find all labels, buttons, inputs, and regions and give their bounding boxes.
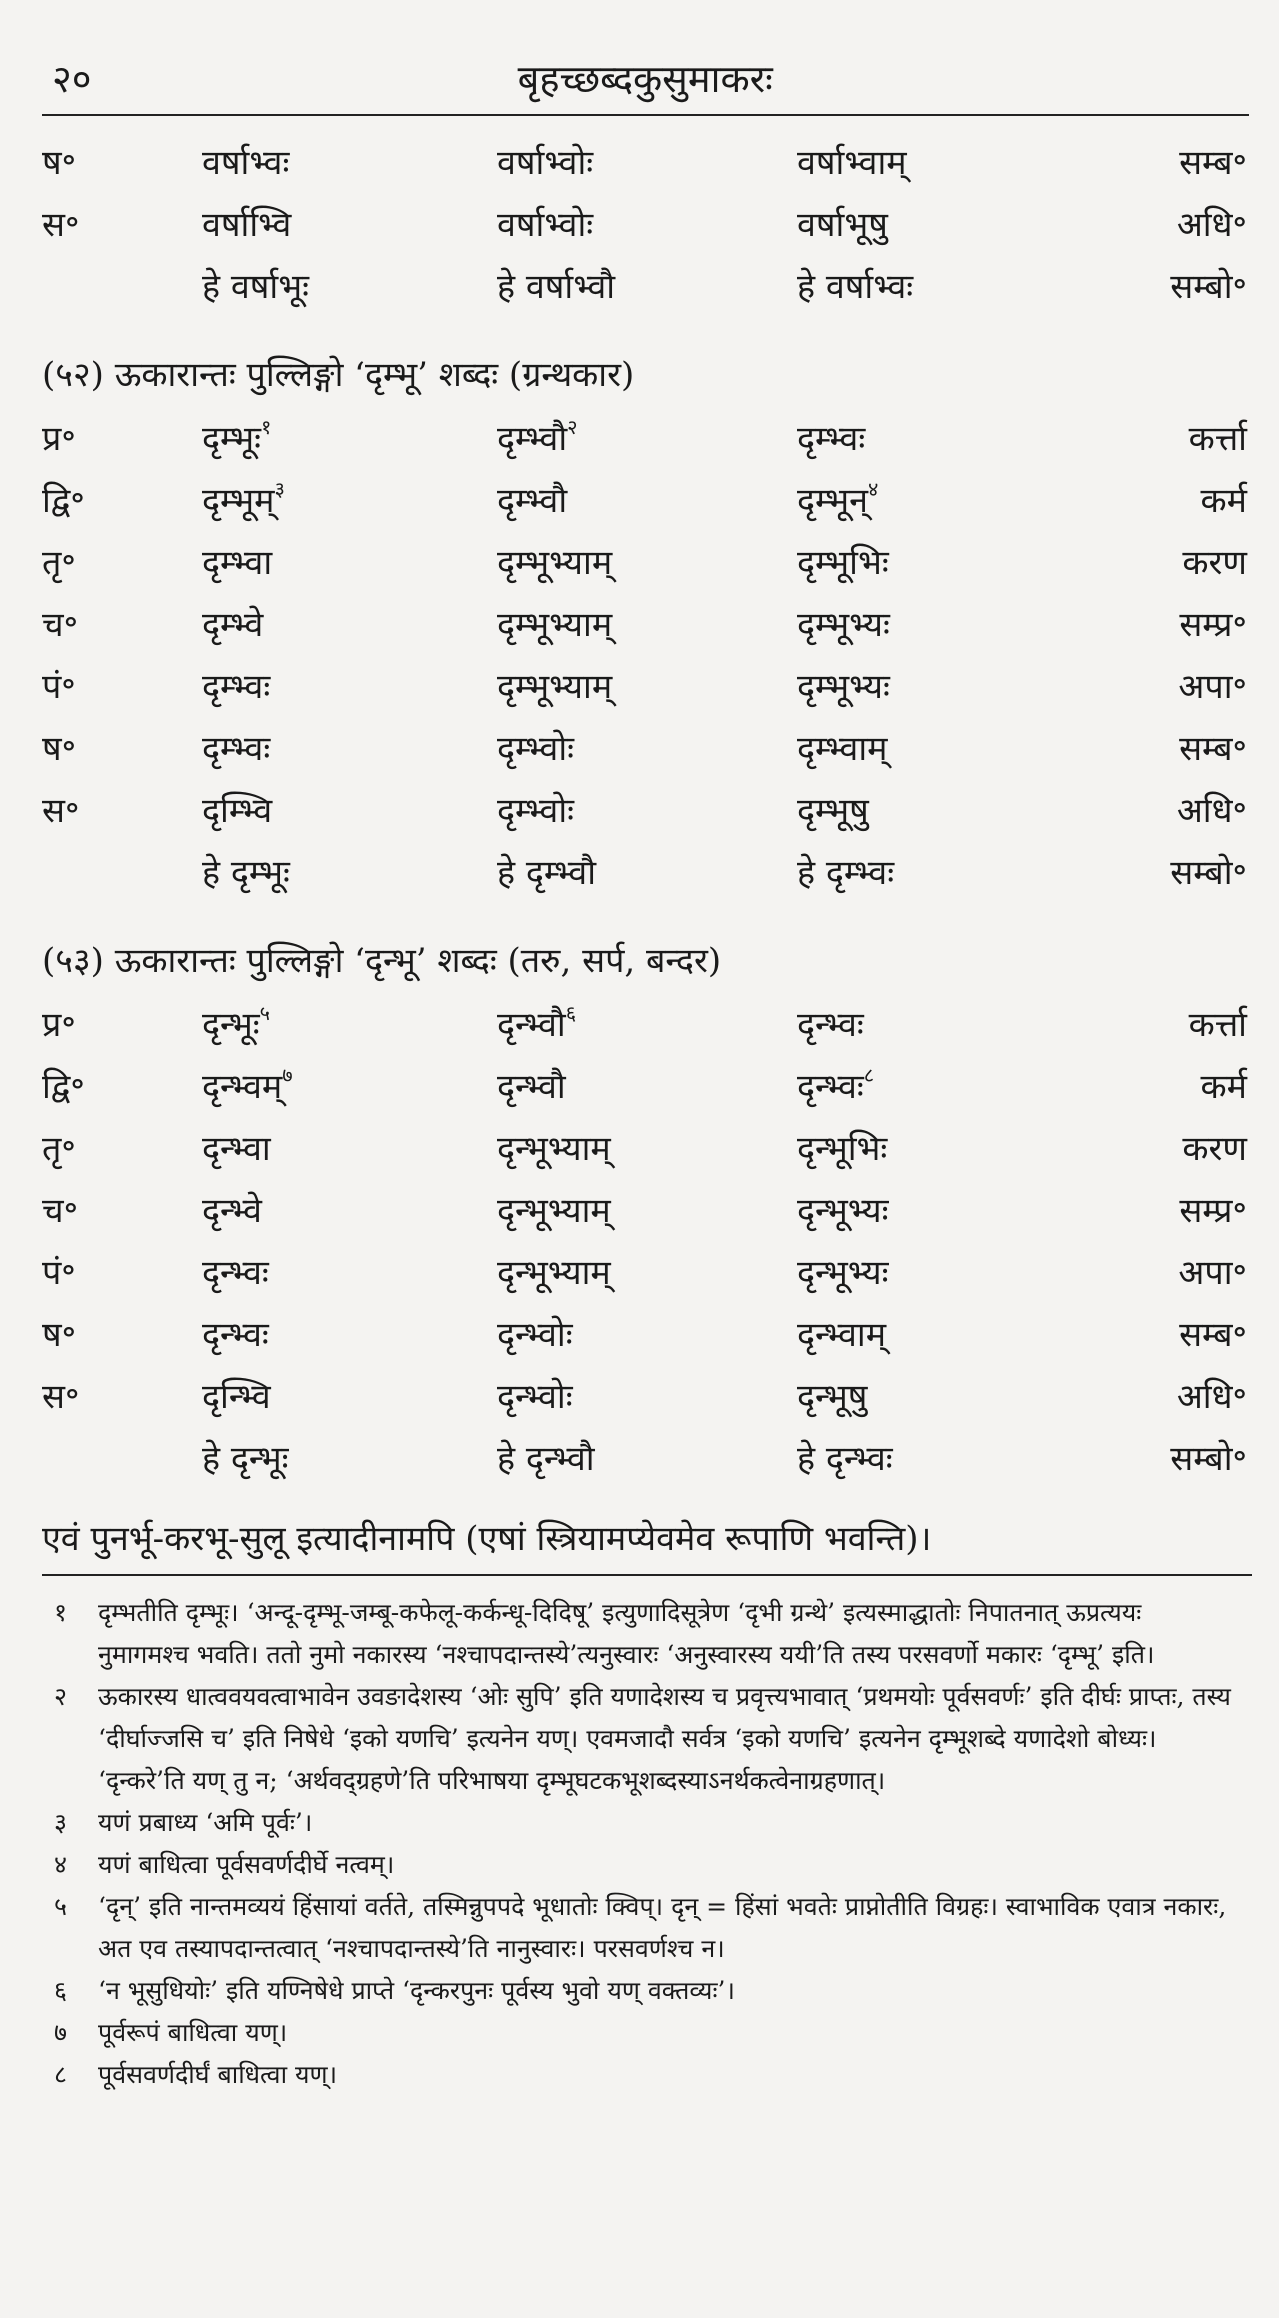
cell-text: दृन्भूषु	[797, 1377, 868, 1417]
footnote-item	[42, 1886, 1249, 1970]
cell-text: तृ॰	[42, 1129, 76, 1169]
page-number: २०	[52, 57, 92, 101]
footnote-text: ऊकारस्य धात्ववयवत्वाभावेन उवङादेशस्य ‘ओः सुपि’ इति यणादेशस्य च प्रवृत्त्यभावात् ‘प्रथमयोः पूर्वसवर्णः’ इति दीर्घः प्राप्तः, तस्य ‘दीर्घाज्जसि च’ इति निषेधे ‘इको यणचि’ इत्यनेन यण्। एवमजादौ सर्वत्र ‘इको यणचि’ इत्यनेन दृम्भूशब्दे यणादेशो बोध्यः। ‘दृन्करे’ति यण् तु न; ‘अर्थवद्ग्रहणे’ति परिभाषया दृम्भूघटकभूशब्दस्याऽनर्थकत्वेनाग्रहणात्।	[98, 1682, 1231, 1795]
table-row	[42, 1248, 1249, 1310]
cell-text: दृम्भूभ्याम्	[497, 605, 613, 645]
footnote-number: ५	[54, 1892, 68, 1921]
cell-text: दृन्भ्वा	[202, 1129, 271, 1169]
cell-text: दृन्भूभ्याम्	[497, 1191, 611, 1231]
cell-text: दृन्भूभ्याम्	[497, 1253, 611, 1293]
footnote-number: ८	[54, 2060, 68, 2089]
cell-text: अधि॰	[1176, 1377, 1247, 1417]
table-row	[42, 662, 1249, 724]
case-label	[42, 538, 202, 584]
form-cell	[797, 724, 1127, 770]
cell-text: सम्प्र॰	[1179, 605, 1247, 645]
footnote-rule	[42, 1574, 1252, 1576]
form-cell	[202, 1124, 497, 1170]
cell-text: स॰	[42, 1377, 80, 1417]
cell-text: दृन्भूभ्याम्	[497, 1129, 611, 1169]
cell-text: वर्षाभूषु	[797, 205, 888, 245]
form-cell	[202, 600, 497, 646]
footnote-text: पूर्वसवर्णदीर्घं बाधित्वा यण्।	[98, 2060, 338, 2089]
footnote-text: यणं बाधित्वा पूर्वसवर्णदीर्घे नत्वम्।	[98, 1850, 395, 1879]
cell-text: सम्ब॰	[1179, 1315, 1247, 1355]
form-cell	[202, 1000, 497, 1046]
cell-text: प्र॰	[42, 419, 76, 459]
case-role	[1127, 1124, 1247, 1170]
form-cell	[202, 262, 497, 308]
form-cell	[497, 138, 797, 184]
case-role	[1127, 600, 1247, 646]
cell-text: दृम्भूभ्यः	[797, 605, 890, 645]
cell-text: दृन्भ्वे	[202, 1191, 262, 1231]
cell-text: वर्षाभ्वि	[202, 205, 292, 245]
cell-text: दृन्भ्वि	[202, 1377, 271, 1417]
cell-text: दृम्भूभिः	[797, 543, 889, 583]
footnote-mark: २	[567, 415, 578, 439]
case-role	[1127, 786, 1247, 832]
cell-text: ष॰	[42, 143, 77, 183]
footnote-number: ७	[54, 2018, 68, 2047]
footnote-mark: ३	[274, 477, 285, 501]
cell-text: दृन्भ्वोः	[497, 1315, 573, 1355]
table-row	[42, 848, 1249, 910]
cell-text: दृन्भ्वाम्	[797, 1315, 887, 1355]
footnotes	[42, 1592, 1249, 2096]
footnote-item	[42, 1802, 1249, 1844]
cell-text: हे दृम्भ्वः	[797, 853, 895, 893]
cell-text: वर्षाभ्वः	[202, 143, 290, 183]
book-title: बृहच्छब्दकुसुमाकरः	[517, 57, 773, 101]
case-role	[1127, 1434, 1247, 1480]
section-heading-52: (५२) ऊकारान्तः पुल्लिङ्गो ‘दृम्भू’ शब्दः (ग्रन्थकार)	[42, 355, 635, 395]
cell-text: सम्प्र॰	[1179, 1191, 1247, 1231]
cell-text: अधि॰	[1176, 791, 1247, 831]
cell-text: दृम्भूभ्याम्	[497, 543, 613, 583]
footnote-text: यणं प्रबाध्य ‘अमि पूर्वः’।	[98, 1808, 313, 1837]
case-role	[1127, 200, 1247, 246]
form-cell	[497, 1062, 797, 1108]
case-role	[1127, 848, 1247, 894]
form-cell	[797, 476, 1127, 522]
cell-text: दृम्भ्वौ	[497, 481, 568, 521]
form-cell	[797, 1000, 1127, 1046]
cell-text: दृम्भ्वे	[202, 605, 264, 645]
form-cell	[797, 662, 1127, 708]
cell-text: कर्म	[1200, 1067, 1247, 1107]
table-row	[42, 1372, 1249, 1434]
footnote-text: दृम्भतीति दृम्भूः। ‘अन्दू-दृम्भू-जम्बू-कफेलू-कर्कन्धू-दिदिषू’ इत्युणादिसूत्रेण ‘दृभी ग्रन्थे’ इत्यस्माद्धातोः निपातनात् ऊप्रत्ययः नुमागमश्च भवति। ततो नुमो नकारस्य ‘नश्चापदान्तस्ये’त्यनुस्वारः ‘अनुस्वारस्य ययी’ति तस्य परसवर्णो मकारः ‘दृम्भू’ इति।	[98, 1598, 1155, 1669]
cell-text: करण	[1182, 1129, 1247, 1169]
footnote-text: ‘दृन्’ इति नान्तमव्ययं हिंसायां वर्तते, तस्मिन्नुपपदे भूधातोः क्विप्। दृन् = हिंसां भवतेः प्राप्नोतीति विग्रहः। स्वाभाविक एवात्र नकारः, अत एव तस्यापदान्तत्वात् ‘नश्चापदान्तस्ये’ति नानुस्वारः। परसवर्णश्च न।	[98, 1892, 1227, 1963]
cell-text: करण	[1182, 543, 1247, 583]
table-row	[42, 786, 1249, 848]
form-cell	[797, 262, 1127, 308]
cell-text: दृन्भ्वः	[797, 1005, 864, 1045]
form-cell	[202, 538, 497, 584]
footnote-mark: ८	[863, 1063, 875, 1087]
cell-text: दृम्भूषु	[797, 791, 869, 831]
case-label	[42, 662, 202, 708]
form-cell	[202, 1372, 497, 1418]
cell-text: वर्षाभ्वोः	[497, 143, 594, 183]
cell-text: सम्ब॰	[1179, 729, 1247, 769]
cell-text: ष॰	[42, 1315, 77, 1355]
table-row	[42, 1124, 1249, 1186]
form-cell	[497, 1248, 797, 1294]
cell-text: हे वर्षाभ्वौ	[497, 267, 616, 307]
case-role	[1127, 1372, 1247, 1418]
cell-text: दृन्भ्वौ	[497, 1005, 566, 1045]
cell-text: हे दृन्भूः	[202, 1439, 289, 1479]
case-label	[42, 724, 202, 770]
cell-text: दृम्भ्वः	[202, 729, 271, 769]
form-cell	[797, 848, 1127, 894]
form-cell	[797, 1186, 1127, 1232]
cell-text: दृन्भूभिः	[797, 1129, 888, 1169]
cell-text: अधि॰	[1176, 205, 1247, 245]
form-cell	[497, 786, 797, 832]
footnote-number: १	[54, 1598, 68, 1627]
cell-text: दृम्भ्वि	[202, 791, 273, 831]
cell-text: तृ॰	[42, 543, 76, 583]
table-row	[42, 1434, 1249, 1496]
case-label	[42, 1124, 202, 1170]
cell-text: पं॰	[42, 667, 76, 707]
form-cell	[497, 1434, 797, 1480]
cell-text: दृम्भूः	[202, 419, 262, 459]
form-cell	[202, 138, 497, 184]
form-cell	[202, 724, 497, 770]
footnote-item	[42, 2012, 1249, 2054]
footnote-number: ६	[54, 1976, 68, 2005]
case-label	[42, 1186, 202, 1232]
footnote-number: ४	[54, 1850, 68, 1879]
header-rule	[42, 114, 1249, 116]
case-label	[42, 1062, 202, 1108]
form-cell	[797, 1062, 1127, 1108]
form-cell	[202, 414, 497, 460]
table-row	[42, 1186, 1249, 1248]
cell-text: दृम्भ्वाम्	[797, 729, 888, 769]
cell-text: हे दृम्भ्वौ	[497, 853, 597, 893]
footnote-mark: ७	[282, 1063, 293, 1087]
cell-text: ष॰	[42, 729, 77, 769]
form-cell	[497, 1186, 797, 1232]
cell-text: स॰	[42, 205, 80, 245]
cell-text: दृन्भ्वः	[202, 1315, 269, 1355]
cell-text: दृम्भूभ्यः	[797, 667, 890, 707]
footnote-item	[42, 1592, 1249, 1676]
table-row	[42, 262, 1249, 324]
table-row	[42, 476, 1249, 538]
case-role	[1127, 476, 1247, 522]
case-role	[1127, 138, 1247, 184]
cell-text: दृन्भ्वः	[202, 1253, 269, 1293]
cell-text: स॰	[42, 791, 80, 831]
form-cell	[797, 1248, 1127, 1294]
footnote-mark: ४	[868, 477, 879, 501]
case-label	[42, 1310, 202, 1356]
case-role	[1127, 1000, 1247, 1046]
cell-text: अपा॰	[1178, 667, 1247, 707]
declension-table-52	[42, 414, 1249, 910]
cell-text: प्र॰	[42, 1005, 76, 1045]
footnote-item	[42, 2054, 1249, 2096]
cell-text: दृन्भ्वः	[797, 1067, 864, 1107]
form-cell	[202, 786, 497, 832]
case-label	[42, 476, 202, 522]
cell-text: दृम्भ्वौ	[497, 419, 568, 459]
table-row	[42, 138, 1249, 200]
table-row	[42, 538, 1249, 600]
form-cell	[497, 848, 797, 894]
cell-text: द्वि॰	[42, 1067, 85, 1107]
cell-text: दृम्भ्वः	[202, 667, 271, 707]
form-cell	[497, 1372, 797, 1418]
table-row	[42, 600, 1249, 662]
form-cell	[202, 848, 497, 894]
table-row	[42, 1000, 1249, 1062]
form-cell	[797, 786, 1127, 832]
cell-text: हे दृन्भ्वः	[797, 1439, 893, 1479]
cell-text: दृम्भ्वा	[202, 543, 273, 583]
case-label	[42, 600, 202, 646]
cell-text: दृम्भूभ्याम्	[497, 667, 613, 707]
footnote-item	[42, 1970, 1249, 2012]
cell-text: दृम्भ्वोः	[497, 729, 575, 769]
table-row	[42, 724, 1249, 786]
summary-note: एवं पुनर्भू-करभू-सुलू इत्यादीनामपि (एषां स्त्रियामप्येवमेव रूपाणि भवन्ति)।	[42, 1519, 932, 1559]
cell-text: दृन्भूभ्यः	[797, 1253, 889, 1293]
cell-text: कर्त्ता	[1188, 1005, 1247, 1045]
form-cell	[797, 600, 1127, 646]
form-cell	[497, 600, 797, 646]
cell-text: पं॰	[42, 1253, 76, 1293]
case-label	[42, 786, 202, 832]
form-cell	[497, 262, 797, 308]
case-label	[42, 1000, 202, 1046]
footnote-item	[42, 1676, 1249, 1802]
cell-text: हे वर्षाभूः	[202, 267, 309, 307]
form-cell	[202, 1434, 497, 1480]
cell-text: सम्बो॰	[1170, 853, 1247, 893]
cell-text: दृन्भूभ्यः	[797, 1191, 889, 1231]
case-label	[42, 1248, 202, 1294]
footnote-mark: १	[261, 415, 272, 439]
table-row	[42, 200, 1249, 262]
form-cell	[797, 200, 1127, 246]
form-cell	[497, 538, 797, 584]
form-cell	[497, 200, 797, 246]
cell-text: सम्बो॰	[1170, 267, 1247, 307]
form-cell	[497, 1310, 797, 1356]
case-role	[1127, 414, 1247, 460]
form-cell	[202, 200, 497, 246]
footnote-mark: ६	[565, 1001, 577, 1025]
footnote-number: २	[54, 1682, 68, 1711]
cell-text: द्वि॰	[42, 481, 85, 521]
cell-text: कर्त्ता	[1188, 419, 1247, 459]
section-heading-53: (५३) ऊकारान्तः पुल्लिङ्गो ‘दृन्भू’ शब्दः (तरु, सर्प, बन्दर)	[42, 941, 722, 981]
form-cell	[797, 1124, 1127, 1170]
cell-text: च॰	[42, 605, 79, 645]
form-cell	[202, 662, 497, 708]
case-label	[42, 138, 202, 184]
case-role	[1127, 538, 1247, 584]
case-role	[1127, 724, 1247, 770]
cell-text: दृम्भ्वोः	[497, 791, 575, 831]
form-cell	[497, 414, 797, 460]
cell-text: कर्म	[1200, 481, 1247, 521]
case-role	[1127, 1310, 1247, 1356]
form-cell	[797, 538, 1127, 584]
form-cell	[497, 724, 797, 770]
cell-text: दृम्भूम्	[202, 481, 275, 521]
form-cell	[497, 1000, 797, 1046]
cell-text: दृन्भूः	[202, 1005, 260, 1045]
cell-text: दृम्भून्	[797, 481, 869, 521]
cell-text: दृम्भ्वः	[797, 419, 866, 459]
cell-text: दृन्भ्वम्	[202, 1067, 283, 1107]
cell-text: दृन्भ्वौ	[497, 1067, 566, 1107]
table-row	[42, 414, 1249, 476]
cell-text: वर्षाभ्वोः	[497, 205, 594, 245]
declension-table-53	[42, 1000, 1249, 1496]
case-role	[1127, 662, 1247, 708]
declension-table-top	[42, 138, 1249, 324]
footnote-number: ३	[54, 1808, 68, 1837]
form-cell	[497, 476, 797, 522]
footnote-item	[42, 1844, 1249, 1886]
cell-text: वर्षाभ्वाम्	[797, 143, 907, 183]
cell-text: हे दृन्भ्वौ	[497, 1439, 595, 1479]
case-role	[1127, 1062, 1247, 1108]
form-cell	[202, 1310, 497, 1356]
footnote-text: पूर्वरूपं बाधित्वा यण्।	[98, 2018, 288, 2047]
form-cell	[797, 138, 1127, 184]
footnote-mark: ५	[259, 1001, 271, 1025]
form-cell	[497, 662, 797, 708]
cell-text: अपा॰	[1178, 1253, 1247, 1293]
footnote-text: ‘न भूसुधियोः’ इति यण्निषेधे प्राप्ते ‘दृन्करपुनः पूर्वस्य भुवो यण् वक्तव्यः’।	[98, 1976, 735, 2005]
cell-text: सम्बो॰	[1170, 1439, 1247, 1479]
cell-text: हे वर्षाभ्वः	[797, 267, 914, 307]
cell-text: च॰	[42, 1191, 79, 1231]
form-cell	[797, 1434, 1127, 1480]
page-header	[42, 42, 1249, 104]
form-cell	[797, 1372, 1127, 1418]
case-label	[42, 200, 202, 246]
case-label	[42, 414, 202, 460]
form-cell	[497, 1124, 797, 1170]
table-row	[42, 1062, 1249, 1124]
case-role	[1127, 1186, 1247, 1232]
case-role	[1127, 262, 1247, 308]
form-cell	[202, 1062, 497, 1108]
form-cell	[202, 1186, 497, 1232]
table-row	[42, 1310, 1249, 1372]
form-cell	[202, 1248, 497, 1294]
cell-text: सम्ब॰	[1179, 143, 1247, 183]
cell-text: हे दृम्भूः	[202, 853, 290, 893]
form-cell	[202, 476, 497, 522]
form-cell	[797, 414, 1127, 460]
form-cell	[797, 1310, 1127, 1356]
case-label	[42, 1372, 202, 1418]
cell-text: दृन्भ्वोः	[497, 1377, 573, 1417]
case-role	[1127, 1248, 1247, 1294]
